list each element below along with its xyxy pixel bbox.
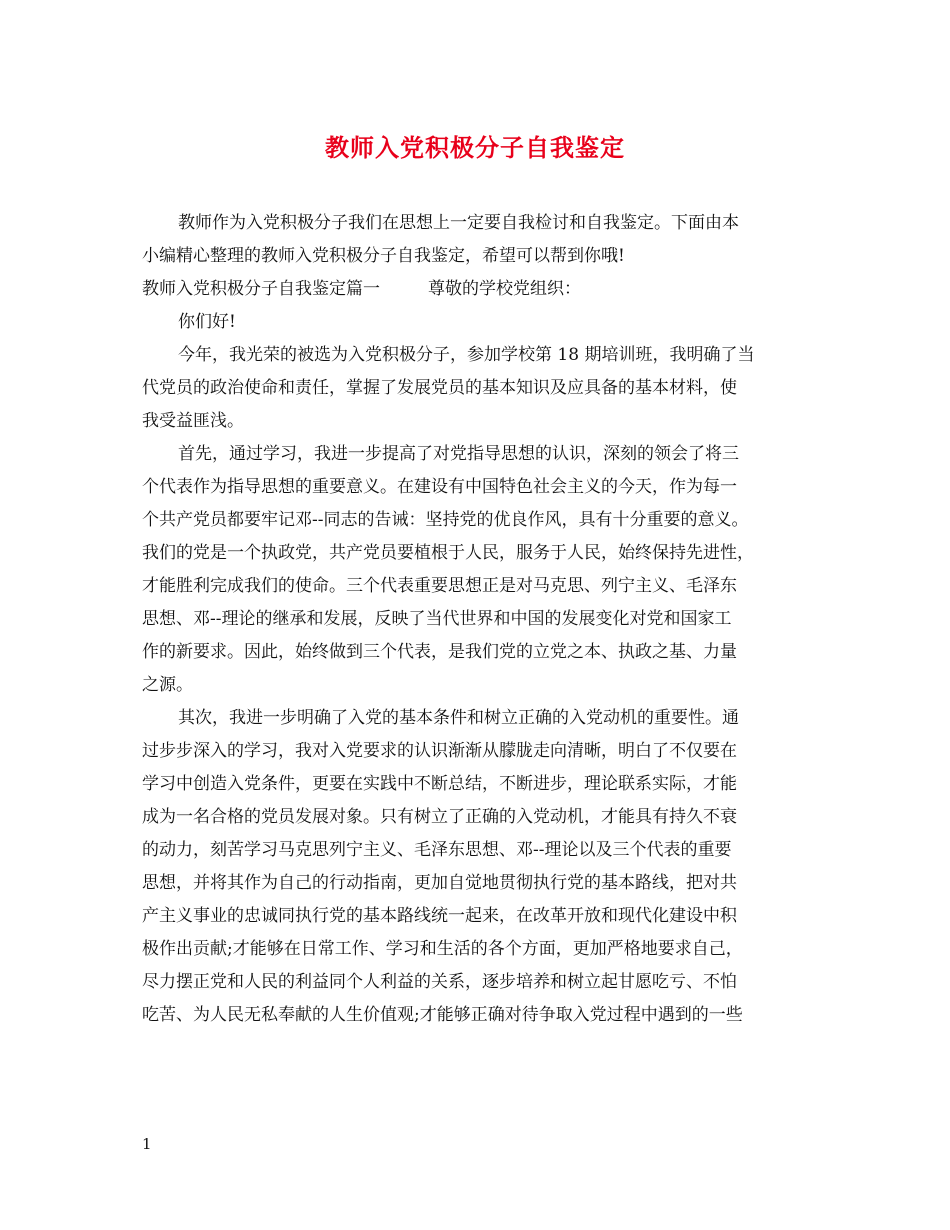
section-heading: 教师入党积极分子自我鉴定篇一 [142, 279, 380, 299]
text-line: 成为一名合格的党员发展对象。只有树立了正确的入党动机，才能具有持久不衰 [142, 807, 737, 827]
text-line: 代党员的政治使命和责任，掌握了发展党员的基本知识及应具备的基本材料，使 [142, 378, 737, 398]
paragraph-1 [142, 339, 822, 438]
paragraph-heading [142, 273, 822, 306]
text-line: 教师作为入党积极分子我们在思想上一定要自我检讨和自我鉴定。下面由本 [178, 213, 739, 233]
text-line: 的动力，刻苦学习马克思列宁主义、毛泽东思想、邓--理论以及三个代表的重要 [142, 840, 732, 860]
text-line: 学习中创造入党条件，更要在实践中不断总结，不断进步，理论联系实际，才能 [142, 774, 737, 794]
paragraph-3 [142, 702, 822, 1032]
salutation: 尊敬的学校党组织： [428, 279, 581, 299]
text-line: 产主义事业的忠诚同执行党的基本路线统一起来，在改革开放和现代化建设中积 [142, 906, 737, 926]
text-line: 之源。 [142, 675, 193, 695]
paragraph-greeting [142, 306, 822, 339]
text-line: 吃苦、为人民无私奉献的人生价值观;才能够正确对待争取入党过程中遇到的一些 [142, 1005, 743, 1025]
text-line: 个代表作为指导思想的重要意义。在建设有中国特色社会主义的今天，作为每一 [142, 477, 737, 497]
text-line: 今年，我光荣的被选为入党积极分子，参加学校第 18 期培训班，我明确了当 [178, 345, 755, 365]
text-line [142, 273, 822, 306]
text-line: 首先，通过学习，我进一步提高了对党指导思想的认识，深刻的领会了将三 [178, 444, 739, 464]
text-line: 极作出贡献;才能够在日常工作、学习和生活的各个方面，更加严格地要求自己， [142, 939, 743, 959]
text-line: 尽力摆正党和人民的利益同个人利益的关系，逐步培养和树立起甘愿吃亏、不怕 [142, 972, 737, 992]
text-line: 思想、邓--理论的继承和发展，反映了当代世界和中国的发展变化对党和国家工 [142, 609, 732, 629]
text-line: 才能胜利完成我们的使命。三个代表重要思想正是对马克思、列宁主义、毛泽东 [142, 576, 737, 596]
text-line: 过步步深入的学习，我对入党要求的认识渐渐从朦胧走向清晰，明白了不仅要在 [142, 741, 737, 761]
text-line: 其次，我进一步明确了入党的基本条件和树立正确的入党动机的重要性。通 [178, 708, 739, 728]
page-number: 1 [142, 1135, 152, 1153]
document-body [142, 207, 822, 1032]
text-line: 作的新要求。因此，始终做到三个代表，是我们党的立党之本、执政之基、力量 [142, 642, 737, 662]
paragraph-2 [142, 438, 822, 702]
text-line: 个共产党员都要牢记邓--同志的告诫：坚持党的优良作风，具有十分重要的意义。 [142, 510, 749, 530]
paragraph-intro [142, 207, 822, 273]
text-line: 我受益匪浅。 [142, 411, 244, 431]
text-line: 你们好! [178, 312, 236, 332]
text-line: 我们的党是一个执政党，共产党员要植根于人民，服务于人民，始终保持先进性， [142, 543, 754, 563]
text-line: 思想，并将其作为自己的行动指南，更加自觉地贯彻执行党的基本路线，把对共 [142, 873, 737, 893]
text-line: 小编精心整理的教师入党积极分子自我鉴定，希望可以帮到你哦! [142, 246, 625, 266]
document-title: 教师入党积极分子自我鉴定 [325, 134, 625, 162]
